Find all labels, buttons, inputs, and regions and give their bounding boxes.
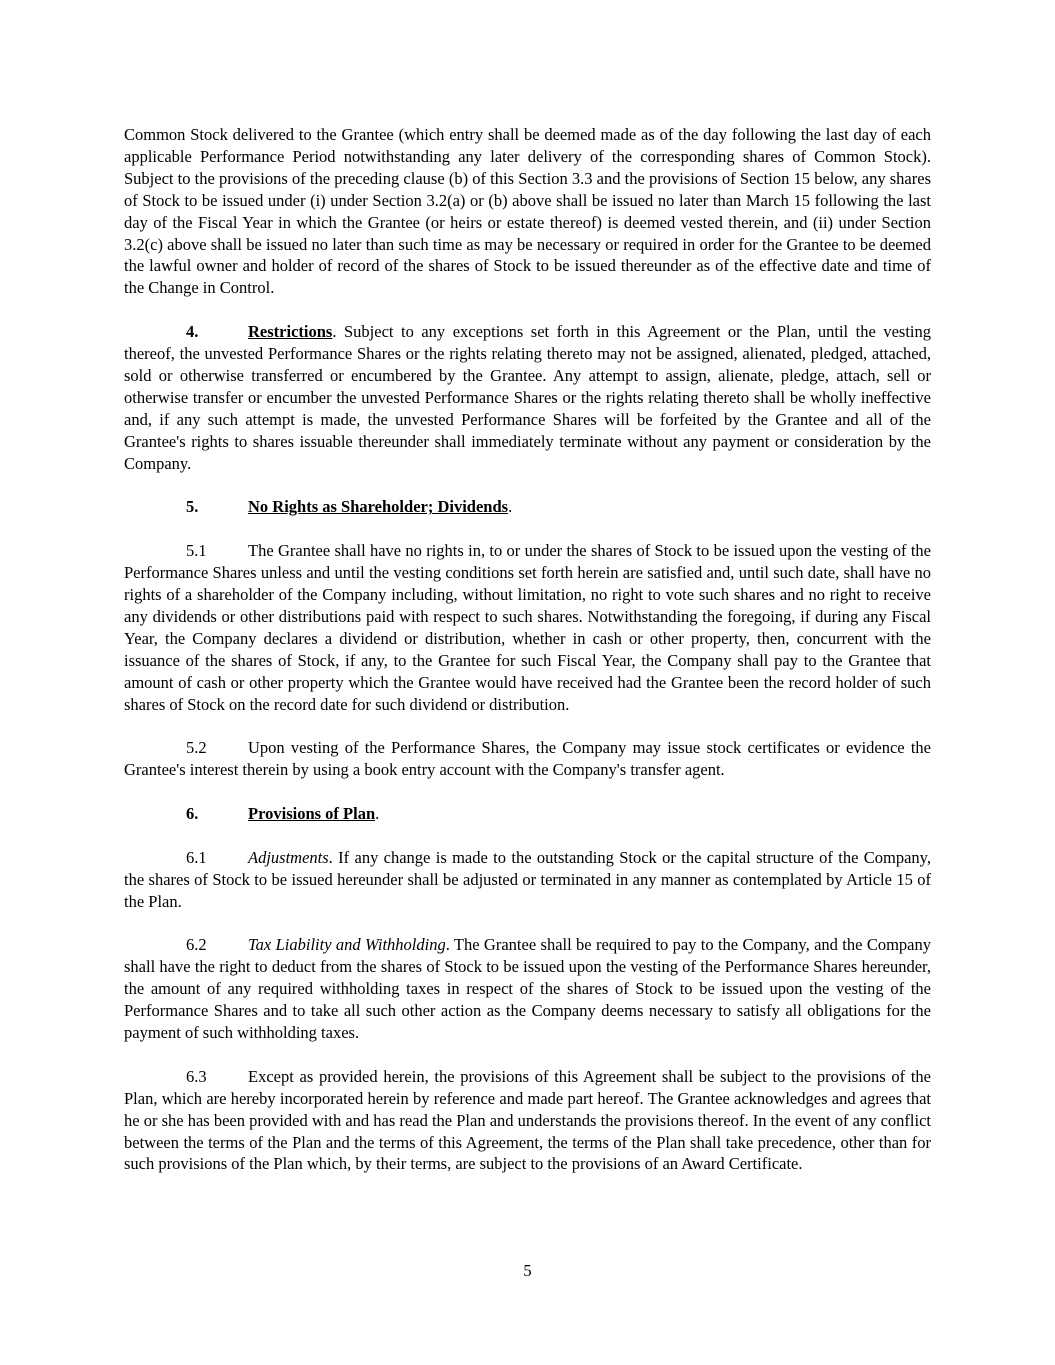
section-heading: Restrictions [248,322,333,342]
section-number: 5. [186,497,199,517]
section-5-1 [124,540,931,715]
section-6-heading [124,803,931,825]
section-6-1-adjustments [124,847,931,913]
subsection-text: Upon vesting of the Performance Shares, the Company may issue stock certificates or evidence the Grantee's interest therein by using a book entry account with the Company's transfer agent. [124,738,931,780]
section-number: 6. [186,804,199,824]
paragraph-continuation: Common Stock delivered to the Grantee (which entry shall be deemed made as of the day following the last day of each applicable Performance Period notwithstanding any later delivery of the corresponding shares of Common Stock). Subject to the provisions of the preceding clause (b) of this Section 3.3 and the provisions of Section 15 below, any shares of Stock to be issued under (i) under Section 3.2(a) or (b) above shall be issued no later than March 15 following the last day of the Fiscal Year in which the Grantee (or heirs or estate thereof) is deemed vested therein, and (ii) under Section 3.2(c) above shall be issued no later than such time as may be necessary or required in order for the Grantee to be deemed the lawful owner and holder of record of the shares of Stock to be issued thereunder as of the effective date and time of the Change in Control. [124,125,931,298]
subsection-text: . If any change is made to the outstanding Stock or the capital structure of the Company, the shares of Stock to be issued hereunder shall be adjusted or terminated in any manner as contemplated by Article 15 of the Plan. [124,847,931,911]
section-5-2 [124,737,931,781]
subsection-text: The Grantee shall have no rights in, to or under the shares of Stock to be issued upon the vesting of the Performance Shares unless and until the vesting conditions set forth herein are satisfied and, until such date, shall have no rights of a shareholder of the Company including, without limitation, no right to vote such shares and no right to receive any dividends or other distributions paid with respect to such shares. Notwithstanding the foregoing, if during any Fiscal Year, the Company declares a dividend or distribution, whether in cash or other property, then, concurrent with the issuance of the shares of Stock, if any, to the Grantee for such Fiscal Year, the Company shall pay to the Grantee that amount of cash or other property which the Grantee would have received had the Grantee been the record holder of such shares of Stock on the record date for such dividend or distribution. [124,541,931,714]
subsection-text: Except as provided herein, the provisions of this Agreement shall be subject to the provisions of the Plan, which are hereby incorporated herein by reference and made part hereof. The Grantee acknowledges and agrees that he or she has been provided with and has read the Plan and understands the provisions thereof. In the event of any conflict between the terms of the Plan and the terms of this Agreement, the terms of the Plan shall take precedence, other than for such provisions of the Plan which, by their terms, are subject to the provisions of an Award Certificate. [124,1066,931,1174]
document-page [124,124,931,1197]
section-text: . Subject to any exceptions set forth in this Agreement or the Plan, until the vesting thereof, the unvested Performance Shares or the rights relating thereto may not be assigned, alienated, pledged, attached, sold or otherwise transferred or encumbered by the Grantee. Any attempt to assign, alienate, pledge, attach, sell or otherwise transfer or encumber the unvested Performance Shares or the rights relating thereto shall be wholly ineffective and, if any such attempt is made, the unvested Performance Shares will be forfeited by the Grantee and all of the Grantee's rights to shares issuable thereunder shall immediately terminate without any payment or consideration by the Company. [124,322,931,473]
subsection-number: 6.3 [186,1066,207,1086]
subsection-number: 5.2 [186,738,207,758]
section-number: 4. [186,322,199,342]
section-heading: No Rights as Shareholder; Dividends [248,497,509,517]
subsection-number: 5.1 [186,541,207,561]
subsection-title: Adjustments [248,847,329,867]
subsection-number: 6.2 [186,935,207,955]
subsection-title: Tax Liability and Withholding [248,935,446,955]
page-number: 5 [523,1261,532,1280]
subsection-number: 6.1 [186,847,207,867]
subsection-text: . The Grantee shall be required to pay to the Company, and the Company shall have the right to deduct from the shares of Stock to be issued upon the vesting of the Performance Shares hereunder, the amount of any required withholding taxes in respect of the shares of Stock to be issued upon the vesting of the Performance Shares and to take all such other action as the Company deems necessary to satisfy all obligations for the payment of such withholding taxes. [124,935,931,1043]
section-heading: Provisions of Plan [248,804,376,824]
section-heading-period: . [508,497,513,517]
section-6-3 [124,1066,931,1176]
section-5-heading [124,496,931,518]
section-6-2-tax-liability [124,934,931,1044]
section-4-restrictions [124,321,931,474]
section-heading-period: . [375,804,380,824]
